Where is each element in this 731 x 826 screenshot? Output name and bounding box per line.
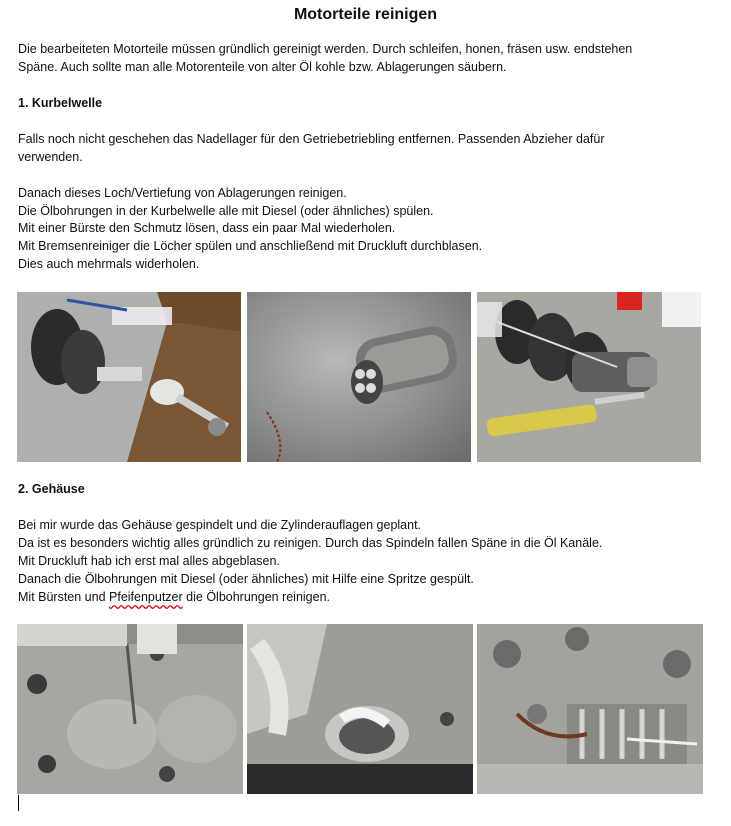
intro-line-1: Die bearbeiteten Motorteile müssen gründlich gereinigt werden. Durch schleifen, honen, fräsen usw. endstehen xyxy=(18,42,633,56)
kurbelwelle-line: Die Ölbohrungen in der Kurbelwelle alle mit Diesel (oder ähnliches) spülen. xyxy=(18,204,434,218)
photo-crankcase-oil-channels xyxy=(477,624,703,794)
section-heading-kurbelwelle: 1. Kurbelwelle xyxy=(18,96,103,110)
kurbelwelle-para1-line2: verwenden. xyxy=(18,150,83,164)
photo-crankcase-bore-brush xyxy=(247,624,473,794)
photo-crankshaft-oil-hole xyxy=(247,292,471,462)
gehaeuse-line: Mit Druckluft hab ich erst mal alles abgeblasen. xyxy=(18,554,280,568)
kurbelwelle-line: Mit einer Bürste den Schmutz lösen, dass ein paar Mal wiederholen. xyxy=(18,221,396,235)
gehaeuse-last-line xyxy=(18,589,718,607)
spellcheck-flagged-word: Pfeifenputzer xyxy=(109,590,183,604)
kurbelwelle-line: Dies auch mehrmals widerholen. xyxy=(18,257,200,271)
gehaeuse-last-line-end: die Ölbohrungen reinigen. xyxy=(182,590,331,604)
intro-line-2: Späne. Auch sollte man alle Motorenteile von alter Öl kohle bzw. Ablagerungen säubern. xyxy=(18,60,507,74)
gehaeuse-last-line-start: Mit Bürsten und xyxy=(18,590,110,604)
gehaeuse-line: Da ist es besonders wichtig alles gründlich zu reinigen. Durch das Spindeln fallen Späne in die Öl Kanäle. xyxy=(18,536,603,550)
section-heading-gehaeuse: 2. Gehäuse xyxy=(18,482,85,496)
photo-crankshaft-puller xyxy=(17,292,241,462)
photo-crankshaft-brush xyxy=(477,292,701,462)
kurbelwelle-line: Danach dieses Loch/Vertiefung von Ablagerungen reinigen. xyxy=(18,186,347,200)
page-title: Motorteile reinigen xyxy=(293,6,438,23)
photo-crankcase-top xyxy=(17,624,243,794)
gehaeuse-line: Danach die Ölbohrungen mit Diesel (oder ähnliches) mit Hilfe eine Spritze gespült. xyxy=(18,572,474,586)
text-cursor xyxy=(18,795,19,811)
kurbelwelle-para1-line1: Falls noch nicht geschehen das Nadellager für den Getriebetriebling entfernen. Passenden Abzieher dafür xyxy=(18,132,605,146)
kurbelwelle-line: Mit Bremsenreiniger die Löcher spülen und anschließend mit Druckluft durchblasen. xyxy=(18,239,483,253)
gehaeuse-line: Bei mir wurde das Gehäuse gespindelt und die Zylinderauflagen geplant. xyxy=(18,518,422,532)
